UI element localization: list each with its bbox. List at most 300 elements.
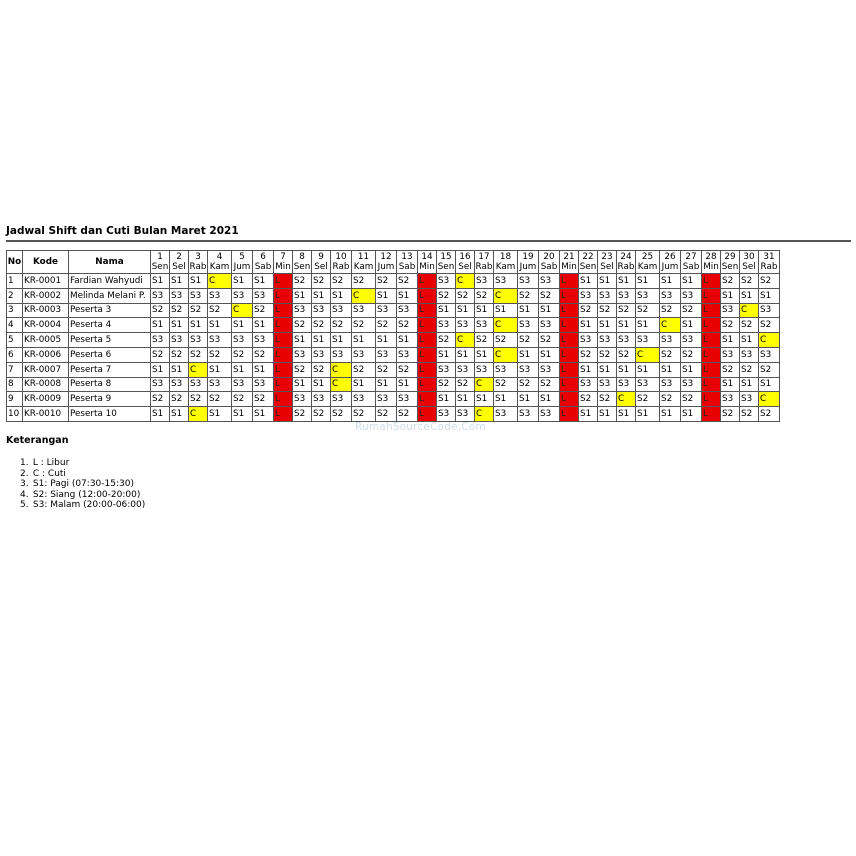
day-number: 29 — [724, 252, 736, 262]
shift-cell: L — [418, 333, 437, 348]
shift-cell: L — [418, 407, 437, 422]
shift-cell: S2 — [397, 407, 418, 422]
shift-cell: L — [560, 392, 579, 407]
shift-cell: S2 — [681, 303, 702, 318]
shift-cell: S3 — [681, 377, 702, 392]
header-day — [560, 251, 579, 274]
shift-cell: S1 — [208, 318, 232, 333]
shift-cell: S1 — [518, 392, 539, 407]
header-day — [331, 251, 352, 274]
day-weekday: Rab — [760, 262, 778, 272]
shift-cell: S2 — [331, 318, 352, 333]
shift-cell: L — [702, 274, 721, 289]
shift-cell: L — [702, 333, 721, 348]
day-number: 12 — [380, 252, 392, 262]
table-row — [7, 392, 780, 407]
cell-kode: KR-0006 — [23, 347, 69, 362]
shift-cell: S3 — [598, 288, 617, 303]
shift-cell: S2 — [759, 362, 780, 377]
shift-cell: S2 — [539, 377, 560, 392]
shift-cell: L — [418, 274, 437, 289]
shift-cell: S1 — [617, 407, 636, 422]
day-number: 1 — [157, 252, 163, 262]
header-day — [293, 251, 312, 274]
shift-cell: S2 — [740, 362, 759, 377]
table-row — [7, 318, 780, 333]
shift-cell: S1 — [170, 274, 189, 289]
shift-cell: S3 — [331, 303, 352, 318]
shift-cell: S2 — [376, 407, 397, 422]
shift-cell: S3 — [740, 347, 759, 362]
shift-cell: L — [418, 303, 437, 318]
shift-cell: S1 — [598, 362, 617, 377]
shift-cell: S2 — [660, 392, 681, 407]
shift-cell: S2 — [293, 318, 312, 333]
shift-cell: L — [418, 318, 437, 333]
shift-cell: S1 — [579, 274, 598, 289]
day-weekday: Min — [561, 262, 577, 272]
shift-cell: S1 — [232, 274, 253, 289]
header-day — [456, 251, 475, 274]
day-number: 18 — [499, 252, 512, 262]
header-day — [170, 251, 189, 274]
shift-cell: L — [274, 377, 293, 392]
shift-cell: S1 — [721, 333, 740, 348]
shift-cell: S3 — [598, 333, 617, 348]
cell-nama: Peserta 8 — [69, 377, 151, 392]
shift-cell: L — [560, 362, 579, 377]
legend-item — [20, 500, 145, 511]
shift-cell: S2 — [539, 288, 560, 303]
shift-cell: L — [702, 362, 721, 377]
legend-list — [20, 458, 145, 511]
header-day — [274, 251, 293, 274]
day-weekday: Sel — [172, 262, 186, 272]
table-header-row — [7, 251, 780, 274]
shift-cell: S3 — [598, 377, 617, 392]
shift-cell: S1 — [494, 392, 518, 407]
shift-cell: S3 — [208, 377, 232, 392]
shift-cell: S1 — [681, 407, 702, 422]
header-day — [437, 251, 456, 274]
shift-cell: S2 — [681, 347, 702, 362]
shift-cell: S3 — [539, 274, 560, 289]
shift-cell: S1 — [312, 333, 331, 348]
shift-cell: L — [274, 274, 293, 289]
shift-cell: S2 — [352, 274, 376, 289]
shift-cell: S2 — [681, 392, 702, 407]
shift-cell: S2 — [456, 288, 475, 303]
shift-cell: S2 — [437, 377, 456, 392]
shift-cell: S3 — [518, 318, 539, 333]
day-number: 2 — [176, 252, 182, 262]
shift-cell: S3 — [494, 362, 518, 377]
shift-cell: S2 — [397, 318, 418, 333]
cell-kode: KR-0004 — [23, 318, 69, 333]
day-number: 6 — [260, 252, 266, 262]
shift-cell: S3 — [660, 377, 681, 392]
shift-cell: S2 — [721, 407, 740, 422]
shift-cell: S1 — [579, 407, 598, 422]
header-day — [151, 251, 170, 274]
header-day — [494, 251, 518, 274]
shift-cell: S3 — [759, 347, 780, 362]
shift-cell: S3 — [352, 347, 376, 362]
cell-kode: KR-0002 — [23, 288, 69, 303]
legend-item — [20, 490, 145, 501]
shift-cell: S3 — [331, 392, 352, 407]
header-day — [232, 251, 253, 274]
shift-cell: S3 — [312, 392, 331, 407]
shift-cell: S2 — [253, 303, 274, 318]
shift-cell: S1 — [598, 318, 617, 333]
shift-cell: S2 — [660, 303, 681, 318]
shift-cell: S3 — [475, 274, 494, 289]
shift-cell: S3 — [456, 318, 475, 333]
shift-cell: S2 — [312, 407, 331, 422]
shift-cell: S1 — [189, 274, 208, 289]
shift-cell: S3 — [759, 303, 780, 318]
shift-cell: S2 — [598, 347, 617, 362]
shift-cell: S3 — [617, 333, 636, 348]
day-weekday: Min — [275, 262, 291, 272]
shift-cell: S1 — [579, 362, 598, 377]
shift-cell: S3 — [437, 274, 456, 289]
shift-cell: S3 — [721, 392, 740, 407]
shift-cell: S1 — [475, 347, 494, 362]
shift-cell: S3 — [397, 347, 418, 362]
shift-cell: S1 — [636, 407, 660, 422]
shift-cell: S1 — [617, 274, 636, 289]
shift-cell: S3 — [617, 288, 636, 303]
legend-title: Keterangan — [6, 435, 69, 446]
cell-no: 9 — [7, 392, 23, 407]
shift-cell: S2 — [253, 392, 274, 407]
shift-cell: S2 — [721, 274, 740, 289]
cell-kode: KR-0005 — [23, 333, 69, 348]
shift-cell: L — [418, 288, 437, 303]
legend-item — [20, 469, 145, 480]
day-number: 17 — [478, 252, 490, 262]
day-weekday: Rab — [475, 262, 493, 272]
shift-cell: S2 — [208, 347, 232, 362]
shift-cell: S1 — [660, 362, 681, 377]
shift-cell: S3 — [376, 392, 397, 407]
header-day — [681, 251, 702, 274]
shift-cell: S1 — [170, 407, 189, 422]
shift-cell: S2 — [170, 392, 189, 407]
shift-cell: S2 — [636, 303, 660, 318]
shift-cell: S2 — [352, 407, 376, 422]
shift-cell: S3 — [397, 303, 418, 318]
shift-cell: S3 — [170, 288, 189, 303]
header-day — [660, 251, 681, 274]
shift-cell: S1 — [681, 274, 702, 289]
shift-cell: S3 — [636, 288, 660, 303]
shift-cell: S1 — [376, 377, 397, 392]
cell-kode: KR-0010 — [23, 407, 69, 422]
cell-nama: Fardian Wahyudi — [69, 274, 151, 289]
shift-cell: S1 — [293, 288, 312, 303]
shift-cell: S1 — [151, 318, 170, 333]
shift-cell: S2 — [189, 303, 208, 318]
shift-cell: S3 — [151, 377, 170, 392]
header-day — [518, 251, 539, 274]
shift-cell: S3 — [376, 303, 397, 318]
shift-cell: L — [702, 377, 721, 392]
header-kode: Kode — [23, 251, 69, 274]
header-day — [759, 251, 780, 274]
day-weekday: Jum — [519, 262, 537, 272]
shift-cell: S1 — [293, 333, 312, 348]
day-weekday: Sab — [540, 262, 558, 272]
shift-cell: S2 — [170, 303, 189, 318]
shift-cell: S1 — [208, 407, 232, 422]
shift-cell: S2 — [397, 362, 418, 377]
shift-cell: S2 — [721, 362, 740, 377]
shift-cell: S3 — [189, 377, 208, 392]
page-title: Jadwal Shift dan Cuti Bulan Maret 2021 — [6, 225, 239, 237]
shift-cell: L — [560, 318, 579, 333]
shift-cell: S3 — [437, 407, 456, 422]
shift-cell: S2 — [475, 288, 494, 303]
shift-cell: S3 — [518, 362, 539, 377]
shift-cell: S2 — [494, 377, 518, 392]
shift-cell: S2 — [539, 333, 560, 348]
day-weekday: Sen — [293, 262, 311, 272]
shift-cell: S2 — [208, 392, 232, 407]
shift-cell: S3 — [740, 392, 759, 407]
day-weekday: Sel — [600, 262, 614, 272]
cell-no: 5 — [7, 333, 23, 348]
shift-cell: S1 — [456, 347, 475, 362]
legend-item-text: S1: Pagi (07:30-15:30) — [32, 479, 134, 490]
legend-item-number: 3. — [20, 479, 29, 490]
table-row — [7, 333, 780, 348]
day-weekday: Sab — [682, 262, 700, 272]
shift-cell: S1 — [437, 303, 456, 318]
shift-cell: S2 — [208, 303, 232, 318]
day-weekday: Sab — [398, 262, 416, 272]
shift-cell: L — [702, 318, 721, 333]
shift-cell: S2 — [170, 347, 189, 362]
day-weekday: Min — [703, 262, 719, 272]
shift-cell: C — [208, 274, 232, 289]
shift-cell: S3 — [475, 362, 494, 377]
shift-cell: S2 — [253, 347, 274, 362]
shift-cell: S1 — [253, 362, 274, 377]
shift-cell: S1 — [208, 362, 232, 377]
shift-cell: S3 — [636, 377, 660, 392]
cell-kode: KR-0008 — [23, 377, 69, 392]
shift-cell: S1 — [681, 318, 702, 333]
day-number: 4 — [216, 252, 223, 262]
day-weekday: Sel — [742, 262, 756, 272]
shift-cell: L — [702, 392, 721, 407]
day-weekday: Kam — [637, 262, 658, 272]
header-day — [598, 251, 617, 274]
cell-no: 1 — [7, 274, 23, 289]
cell-nama: Peserta 9 — [69, 392, 151, 407]
shift-cell: S1 — [437, 392, 456, 407]
shift-cell: L — [274, 318, 293, 333]
day-number: 27 — [685, 252, 697, 262]
shift-cell: S3 — [494, 274, 518, 289]
shift-cell: S1 — [539, 303, 560, 318]
cell-nama: Peserta 5 — [69, 333, 151, 348]
shift-cell: S3 — [721, 347, 740, 362]
shift-cell: S1 — [617, 318, 636, 333]
shift-cell: S3 — [189, 333, 208, 348]
shift-cell: S1 — [253, 274, 274, 289]
day-number: 14 — [421, 252, 433, 262]
day-number: 19 — [522, 252, 534, 262]
shift-cell: S2 — [352, 318, 376, 333]
shift-cell: S2 — [151, 392, 170, 407]
header-day — [702, 251, 721, 274]
shift-cell: S1 — [151, 274, 170, 289]
day-number: 5 — [239, 252, 245, 262]
watermark-text: RumahSourceCode.Com — [355, 421, 486, 433]
shift-cell: S1 — [759, 377, 780, 392]
shift-cell: S1 — [232, 362, 253, 377]
shift-cell: S2 — [660, 347, 681, 362]
shift-cell: L — [560, 303, 579, 318]
shift-cell: L — [560, 347, 579, 362]
shift-cell: L — [274, 362, 293, 377]
day-number: 13 — [401, 252, 413, 262]
shift-cell: L — [702, 303, 721, 318]
shift-cell: S2 — [189, 392, 208, 407]
shift-cell: S3 — [253, 288, 274, 303]
shift-cell: S3 — [293, 347, 312, 362]
shift-cell: S3 — [312, 303, 331, 318]
shift-cell: S3 — [293, 392, 312, 407]
shift-cell: S2 — [293, 362, 312, 377]
shift-cell: S2 — [759, 274, 780, 289]
shift-cell: S1 — [475, 392, 494, 407]
shift-cell: S2 — [456, 377, 475, 392]
table-row — [7, 362, 780, 377]
day-number: 22 — [582, 252, 594, 262]
shift-cell: S3 — [437, 318, 456, 333]
shift-cell: S2 — [312, 362, 331, 377]
cell-no: 10 — [7, 407, 23, 422]
shift-cell: S3 — [189, 288, 208, 303]
day-number: 11 — [357, 252, 370, 262]
shift-cell: S2 — [312, 274, 331, 289]
shift-cell: C — [617, 392, 636, 407]
shift-cell: S1 — [475, 303, 494, 318]
header-nama: Nama — [69, 251, 151, 274]
shift-cell: L — [418, 362, 437, 377]
shift-cell: S3 — [456, 362, 475, 377]
shift-cell: S2 — [293, 407, 312, 422]
shift-cell: S2 — [437, 288, 456, 303]
shift-cell: S3 — [376, 347, 397, 362]
header-day — [253, 251, 274, 274]
shift-cell: S2 — [617, 303, 636, 318]
shift-cell: S1 — [681, 362, 702, 377]
day-weekday: Sen — [437, 262, 455, 272]
shift-cell: S3 — [232, 377, 253, 392]
shift-cell: S2 — [331, 274, 352, 289]
shift-cell: S2 — [598, 303, 617, 318]
day-weekday: Jum — [377, 262, 395, 272]
shift-cell: C — [232, 303, 253, 318]
shift-cell: C — [494, 347, 518, 362]
shift-cell: C — [759, 333, 780, 348]
shift-cell: S2 — [293, 274, 312, 289]
shift-cell: S1 — [617, 362, 636, 377]
shift-cell: S2 — [518, 288, 539, 303]
shift-cell: L — [560, 407, 579, 422]
shift-cell: S1 — [397, 333, 418, 348]
shift-cell: S1 — [721, 377, 740, 392]
shift-cell: S1 — [376, 333, 397, 348]
legend-item-text: S3: Malam (20:00-06:00) — [32, 500, 146, 511]
shift-cell: S1 — [518, 303, 539, 318]
shift-cell: S3 — [539, 318, 560, 333]
shift-cell: S1 — [293, 377, 312, 392]
shift-cell: S3 — [331, 347, 352, 362]
shift-cell: S2 — [598, 392, 617, 407]
shift-cell: S1 — [151, 362, 170, 377]
shift-cell: S3 — [352, 303, 376, 318]
day-weekday: Sen — [721, 262, 739, 272]
header-day — [418, 251, 437, 274]
day-weekday: Sen — [579, 262, 597, 272]
table-row — [7, 347, 780, 362]
shift-cell: S1 — [518, 347, 539, 362]
shift-cell: S1 — [170, 362, 189, 377]
shift-cell: S2 — [518, 377, 539, 392]
day-weekday: Kam — [353, 262, 374, 272]
shift-cell: S3 — [437, 362, 456, 377]
header-day — [352, 251, 376, 274]
header-day — [475, 251, 494, 274]
shift-cell: S1 — [660, 274, 681, 289]
shift-cell: S1 — [232, 407, 253, 422]
shift-cell: S3 — [539, 407, 560, 422]
shift-cell: C — [456, 333, 475, 348]
shift-cell: L — [702, 407, 721, 422]
shift-cell: L — [560, 274, 579, 289]
title-divider — [6, 240, 851, 242]
shift-cell: L — [418, 377, 437, 392]
shift-cell: S1 — [598, 407, 617, 422]
shift-cell: S3 — [253, 377, 274, 392]
day-weekday: Kam — [209, 262, 230, 272]
shift-cell: L — [560, 288, 579, 303]
day-weekday: Sen — [151, 262, 169, 272]
shift-cell: S2 — [151, 347, 170, 362]
shift-cell: S2 — [579, 347, 598, 362]
legend-item-text: S2: Siang (12:00-20:00) — [32, 489, 141, 500]
shift-cell: S3 — [397, 392, 418, 407]
shift-cell: S3 — [579, 377, 598, 392]
shift-cell: L — [274, 333, 293, 348]
cell-nama: Peserta 10 — [69, 407, 151, 422]
table-row — [7, 303, 780, 318]
shift-cell: C — [352, 288, 376, 303]
cell-no: 8 — [7, 377, 23, 392]
shift-cell: S3 — [539, 362, 560, 377]
table-row — [7, 274, 780, 289]
legend-item-text: C : Cuti — [32, 468, 66, 479]
shift-cell: S1 — [437, 347, 456, 362]
header-day — [376, 251, 397, 274]
